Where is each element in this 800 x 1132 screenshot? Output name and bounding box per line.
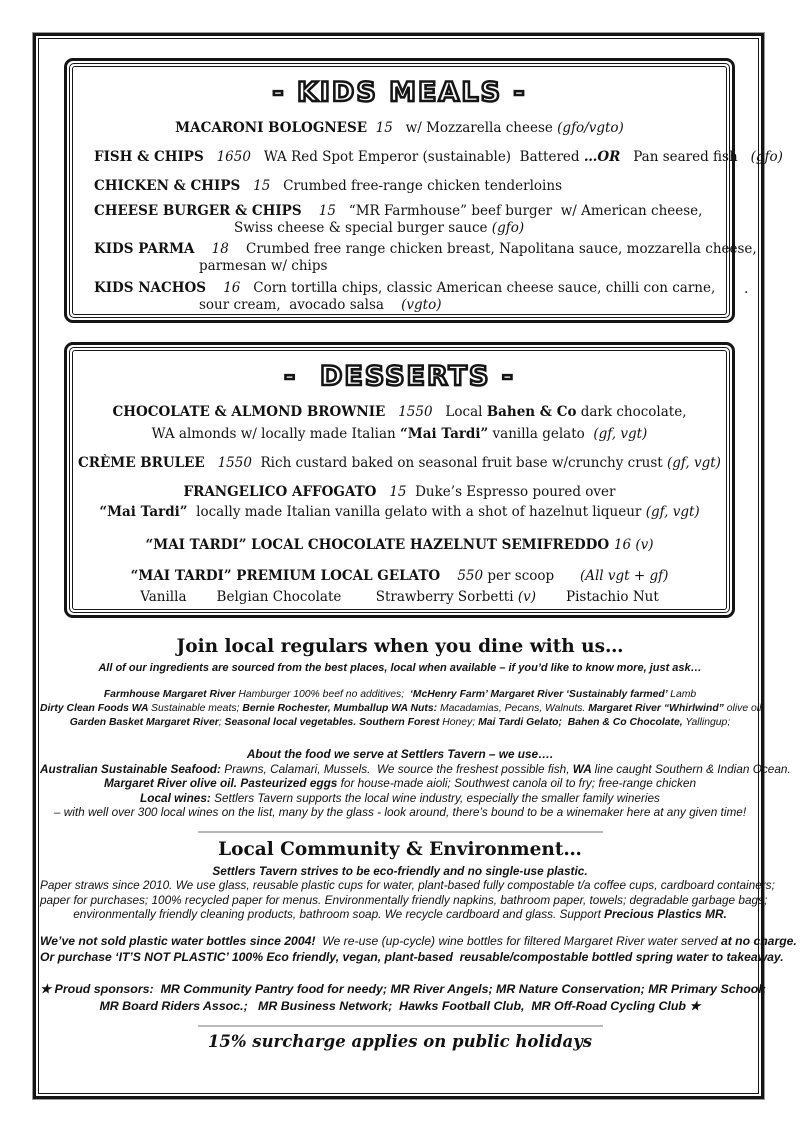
sponsors-line-2: MR Board Riders Assoc.; MR Business Network; Hawks Football Club, MR Off-Road Cycling Club ★	[99, 999, 701, 1013]
water-line-1: We’ve not sold plastic water bottles since 2004! We re-use (up-cycle) wine bottles for filtered Margaret River water served at no charge.	[40, 933, 797, 948]
join-subheading: All of our ingredients are sourced from the best places, local when available – if you’d like to know more, just ask…	[98, 662, 702, 674]
kids-meals-inner-border	[69, 63, 783, 318]
menu-item-cheese-burger: CHEESE BURGER & CHIPS 15 “MR Farmhouse” beef burger w/ American cheese,	[94, 203, 703, 219]
about-line-wines: Local wines: Settlers Tavern supports the local wine industry, especially the smaller family wineries	[140, 790, 660, 805]
community-heading: Local Community & Environment…	[218, 838, 582, 860]
about-line-seafood: Australian Sustainable Seafood: Prawns, Calamari, Mussels. We source the freshest possible fish, WA line caught Southern & Indian Ocean.	[40, 761, 791, 776]
surcharge-notice: 15% surcharge applies on public holidays	[207, 1031, 593, 1051]
sponsors-line-1: ★ Proud sponsors: MR Community Pantry food for needy; MR River Angels; MR Nature Conservation; MR Primary School;	[40, 981, 766, 996]
section-divider-1	[198, 831, 603, 833]
menu-item-fish-and-chips: FISH & CHIPS 1650 WA Red Spot Emperor (sustainable) Battered …OR Pan seared fish (gfo)	[94, 149, 783, 165]
menu-item-chicken-and-chips: CHICKEN & CHIPS 15 Crumbed free-range chicken tenderloins	[94, 178, 562, 194]
desserts-inner-border-2	[72, 350, 727, 610]
community-line-1: Paper straws since 2010. We use glass, reusable plastic cups for water, plant-based fully compostable t/a coffee cups, cardboard containers;	[40, 878, 775, 892]
menu-item-semifreddo: “MAI TARDI” LOCAL CHOCOLATE HAZELNUT SEMIFREDDO 16 (v)	[145, 537, 654, 553]
stray-period-mark: .	[744, 281, 749, 297]
menu-item-gelato-flavours: Vanilla Belgian Chocolate Strawberry Sorbetti (v) Pistachio Nut	[140, 589, 659, 605]
menu-item-kids-parma: KIDS PARMA 18 Crumbed free range chicken breast, Napolitana sauce, mozzarella cheese,	[94, 241, 757, 257]
suppliers-line-2: Dirty Clean Foods WA Sustainable meats; Bernie Rochester, Mumballup WA Nuts: Macadamias, Pecans, Walnuts. Margaret River “Whirlwind” olive oil;	[40, 703, 765, 714]
desserts-inner-border	[69, 347, 730, 613]
desserts-title: - DESSERTS -	[283, 361, 516, 392]
suppliers-line-3: Garden Basket Margaret River; Seasonal local vegetables. Southern Forest Honey; Mai Tardi Gelato; Bahen & Co Chocolate, Yallingup;	[69, 717, 731, 728]
join-heading: Join local regulars when you dine with us…	[176, 636, 624, 657]
menu-item-macaroni-bolognese: MACARONI BOLOGNESE 15 w/ Mozzarella cheese (gfo/vgto)	[175, 120, 624, 136]
menu-item-affogato-line2: “Mai Tardi” locally made Italian vanilla gelato with a shot of hazelnut liqueur (gf, vgt)	[99, 504, 700, 520]
menu-item-creme-brulee: CRÈME BRULEE 1550 Rich custard baked on seasonal fruit base w/crunchy crust (gf, vgt)	[78, 455, 721, 471]
menu-item-cheese-burger-line2: Swiss cheese & special burger sauce (gfo)	[234, 220, 525, 236]
kids-meals-section	[64, 58, 783, 323]
menu-item-kids-nachos-line2: sour cream, avocado salsa (vgto)	[199, 297, 442, 313]
about-line-wines-2: – with well over 300 local wines on the list, many by the glass - look around, there’s bound to be a winemaker here at any given time!	[53, 805, 747, 819]
water-line-2: Or purchase ‘IT’S NOT PLASTIC’ 100% Eco friendly, vegan, plant-based reusable/compostable bottled spring water to takeaway.	[40, 950, 784, 964]
menu-item-gelato: “MAI TARDI” PREMIUM LOCAL GELATO 550 per scoop (All vgt + gf)	[130, 568, 669, 584]
section-divider-2	[198, 1025, 603, 1027]
menu-item-brownie: CHOCOLATE & ALMOND BROWNIE 1550 Local Bahen & Co dark chocolate,	[112, 404, 687, 420]
menu-item-kids-nachos: KIDS NACHOS 16 Corn tortilla chips, classic American cheese sauce, chilli con carne,	[94, 280, 716, 296]
about-heading: About the food we serve at Settlers Tavern – we use….	[246, 747, 554, 761]
kids-meals-title: - KIDS MEALS -	[272, 77, 527, 108]
menu-item-affogato: FRANGELICO AFFOGATO 15 Duke’s Espresso poured over	[183, 484, 616, 500]
about-line-oil-eggs: Margaret River olive oil. Pasteurized eggs for house-made aioli; Southwest canola oil to fry; free-range chicken	[103, 776, 697, 790]
menu-item-brownie-line2: WA almonds w/ locally made Italian “Mai Tardi” vanilla gelato (gf, vgt)	[151, 426, 648, 442]
suppliers-line-1: Farmhouse Margaret River Hamburger 100% beef no additives; ‘McHenry Farm’ Margaret River ‘Sustainably farmed’ Lamb	[103, 689, 697, 700]
community-line-2: paper for purchases; 100% recycled paper for menus. Environmentally friendly napkins, bathroom paper, towels; degradable garbage bags;	[40, 892, 768, 907]
menu-item-kids-parma-line2: parmesan w/ chips	[199, 258, 328, 274]
desserts-section	[64, 342, 735, 618]
info-section	[40, 636, 797, 1052]
community-tagline: Settlers Tavern strives to be eco-friendly and no single-use plastic.	[212, 863, 588, 878]
kids-meals-inner-border-2	[72, 66, 783, 315]
community-line-3: environmentally friendly cleaning products, bathroom soap. We recycle cardboard and glass. Support Precious Plastics MR.	[73, 907, 727, 921]
